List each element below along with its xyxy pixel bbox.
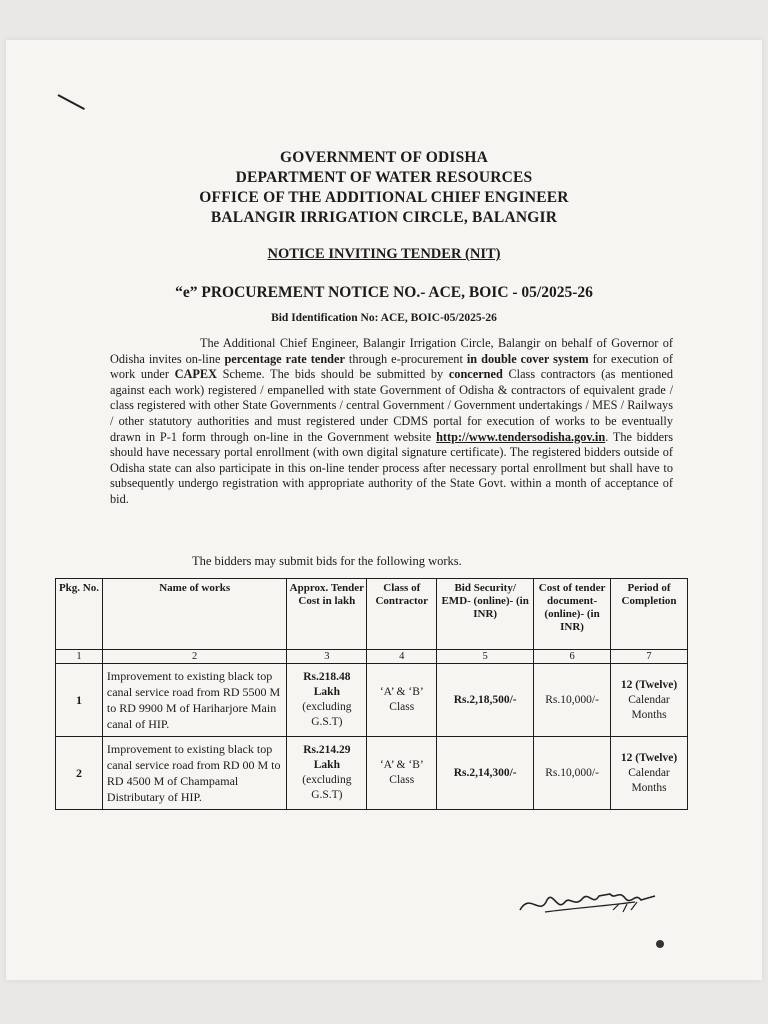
cost-amount: Rs.218.48 (303, 671, 351, 683)
cost-note: (excluding G.S.T) (302, 701, 352, 728)
contractor-class (367, 737, 437, 810)
col-number: 7 (611, 650, 688, 664)
col-number: 1 (56, 650, 103, 664)
tender-cost (287, 664, 367, 737)
header-department: DEPARTMENT OF WATER RESOURCES (235, 169, 533, 186)
contractor-class (367, 664, 437, 737)
col-number: 4 (367, 650, 437, 664)
col-number: 2 (102, 650, 287, 664)
emd-amount: Rs.2,18,500/- (437, 664, 534, 737)
body-bold-concerned: concerned (448, 367, 503, 382)
col-number: 5 (437, 650, 534, 664)
col-number: 3 (287, 650, 367, 664)
class-label: Class (389, 701, 415, 713)
procurement-notice-number: “e” PROCUREMENT NOTICE NO.- ACE, BOIC - 05/2025-26 (175, 284, 593, 301)
col-number: 6 (534, 650, 611, 664)
header-tender-cost: Approx. Tender Cost in lakh (287, 579, 367, 650)
handwritten-signature (515, 882, 665, 922)
works-intro: The bidders may submit bids for the following works. (192, 554, 462, 568)
document-cost: Rs.10,000/- (534, 664, 611, 737)
body-text: . The bidders should have necessary portal enrollment (with own digital signature certificate). The registered bidders outside of Odisha state can also participate in this on-line tender process after necessary portal enrollment but shall have to subsequently undergo registration with appropriate authority of the State Govt. within a month of acceptance of bid. (110, 429, 673, 506)
body-text: for execution of work under (110, 351, 674, 382)
work-name: Improvement to existing black top canal service road from RD 00 M to RD 4500 M of Champamal Distributary of HIP. (102, 737, 287, 810)
body-bold-tender-type: percentage rate tender (224, 351, 345, 366)
cost-unit: Lakh (313, 759, 340, 771)
column-number-row (56, 650, 688, 664)
cost-note: (excluding G.S.T) (302, 774, 352, 801)
completion-period (611, 664, 688, 737)
class-grades: ‘A’ & ‘B’ (379, 759, 424, 771)
table-header-row (56, 579, 688, 650)
pkg-number: 1 (56, 664, 103, 737)
header-circle: BALANGIR IRRIGATION CIRCLE, BALANGIR (210, 209, 558, 226)
period-unit: Calendar Months (628, 693, 670, 721)
body-text: through e-procurement (344, 351, 467, 366)
header-cost-of-document: Cost of tender document- (online)- (in INR) (534, 579, 611, 650)
period-unit: Calendar Months (628, 766, 670, 794)
bid-identification: Bid Identification No: ACE, BOIC-05/2025-26 (271, 312, 497, 324)
body-text: Scheme. The bids should be submitted by (216, 367, 449, 382)
body-text: Class contractors (as mentioned against each work) registered / empanelled with state Government of Odisha & contractors of equivalent grade / class registered with other State Governments / central Government / Government undertakings / MES / Railways / other statutory authorities and must registered under CDMS portal for execution of works to be eventually drawn in P-1 form through on-line in the Government website (110, 367, 673, 444)
header-name-of-works: Name of works (102, 579, 287, 650)
completion-period (611, 737, 688, 810)
emd-amount: Rs.2,14,300/- (437, 737, 534, 810)
header-office: OFFICE OF THE ADDITIONAL CHIEF ENGINEER (199, 189, 569, 206)
cost-amount: Rs.214.29 (303, 744, 351, 756)
header-bid-security: Bid Security/ EMD- (online)- (in INR) (437, 579, 534, 650)
ink-dot (656, 940, 664, 948)
header-period: Period of Completion (611, 579, 688, 650)
body-text: The Additional Chief Engineer, Balangir Irrigation Circle, Balangir on behalf of Governor of Odisha invites on-line (110, 336, 673, 366)
class-grades: ‘A’ & ‘B’ (379, 686, 424, 698)
class-label: Class (389, 774, 415, 786)
period-value: 12 (Twelve) (620, 678, 678, 691)
pkg-number: 2 (56, 737, 103, 810)
body-bold-scheme: CAPEX (174, 367, 217, 382)
body-bold-cover-system: in double cover system (466, 351, 589, 366)
works-table (55, 578, 688, 810)
header-class-of-contractor: Class of Contractor (367, 579, 437, 650)
document-cost: Rs.10,000/- (534, 737, 611, 810)
work-name: Improvement to existing black top canal service road from RD 5500 M to RD 9900 M of Hariharjore Main canal of HIP. (102, 664, 287, 737)
header-pkg-no: Pkg. No. (56, 579, 103, 650)
table-row (56, 737, 688, 810)
table-row (56, 664, 688, 737)
cost-unit: Lakh (313, 686, 340, 698)
tender-cost (287, 737, 367, 810)
notice-title: NOTICE INVITING TENDER (NIT) (267, 246, 501, 262)
notice-body (110, 336, 673, 508)
header-government: GOVERNMENT OF ODISHA (279, 149, 489, 166)
period-value: 12 (Twelve) (620, 751, 678, 764)
website-link[interactable]: http://www.tendersodisha.gov.in (436, 429, 606, 444)
